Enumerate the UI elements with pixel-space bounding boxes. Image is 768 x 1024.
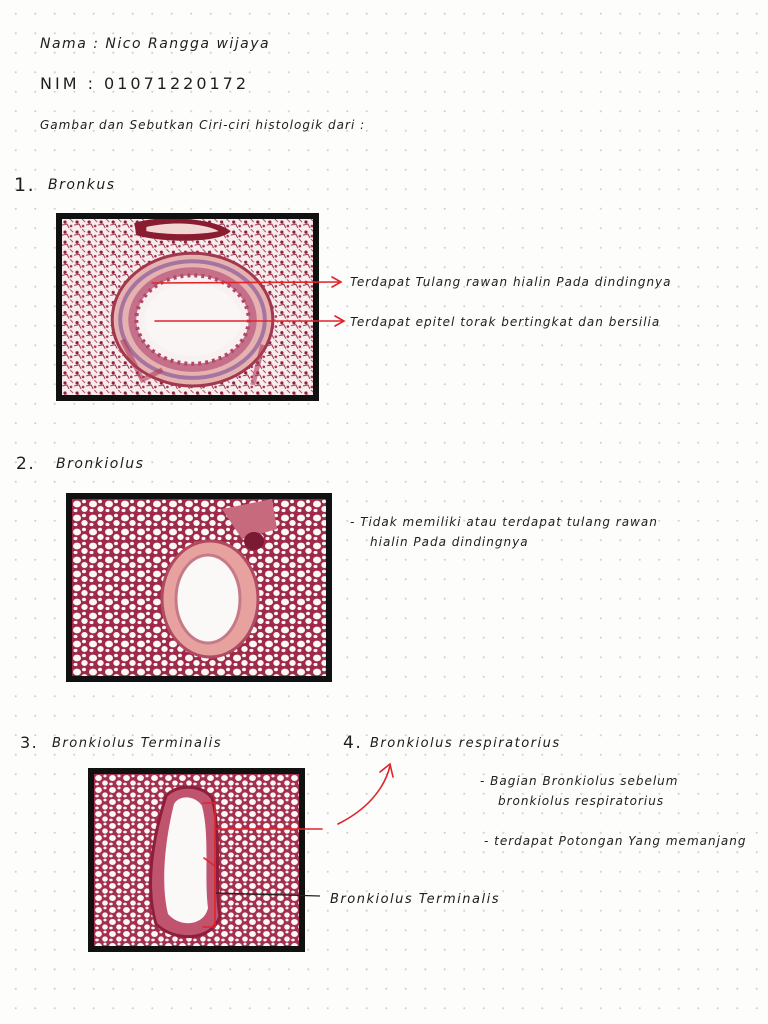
section-4-title: Bronkiolus respiratorius [370, 736, 561, 751]
bronchiole-note-line2: hialin Pada dindingnya [370, 535, 529, 549]
bronchiole-note-line1: - Tidak memiliki atau terdapat tulang rawan [350, 515, 658, 529]
section-4-note-line3: - terdapat Potongan Yang memanjang [484, 834, 747, 848]
section-4-note-line2: bronkiolus respiratorius [498, 794, 665, 808]
section-1-title: Bronkus [48, 177, 116, 193]
section-2-title: Bronkiolus [56, 456, 145, 472]
curved-arrow-icon [338, 764, 393, 824]
terminal-bronchiole-label: Bronkiolus Terminalis [330, 892, 500, 907]
section-1-number: 1. [14, 174, 36, 196]
section-4-number: 4. [343, 733, 363, 753]
student-name: Nama : Nico Rangga wijaya [40, 36, 271, 52]
bronchiole-micrograph [66, 493, 332, 682]
instruction: Gambar dan Sebutkan Ciri-ciri histologik dari : [40, 118, 366, 132]
bronchus-micrograph [56, 213, 319, 401]
terminal-bronchiole-micrograph [88, 768, 305, 952]
bronchus-note-cartilage: Terdapat Tulang rawan hialin Pada dindingnya [350, 275, 672, 289]
student-nim: NIM : 01071220172 [40, 74, 250, 93]
section-3-number: 3. [20, 733, 39, 752]
section-3-title: Bronkiolus Terminalis [52, 736, 222, 751]
bronchus-note-epithelium: Terdapat epitel torak bertingkat dan bersilia [350, 315, 661, 329]
section-2-number: 2. [16, 454, 36, 474]
section-4-note-line1: - Bagian Bronkiolus sebelum [480, 774, 679, 788]
